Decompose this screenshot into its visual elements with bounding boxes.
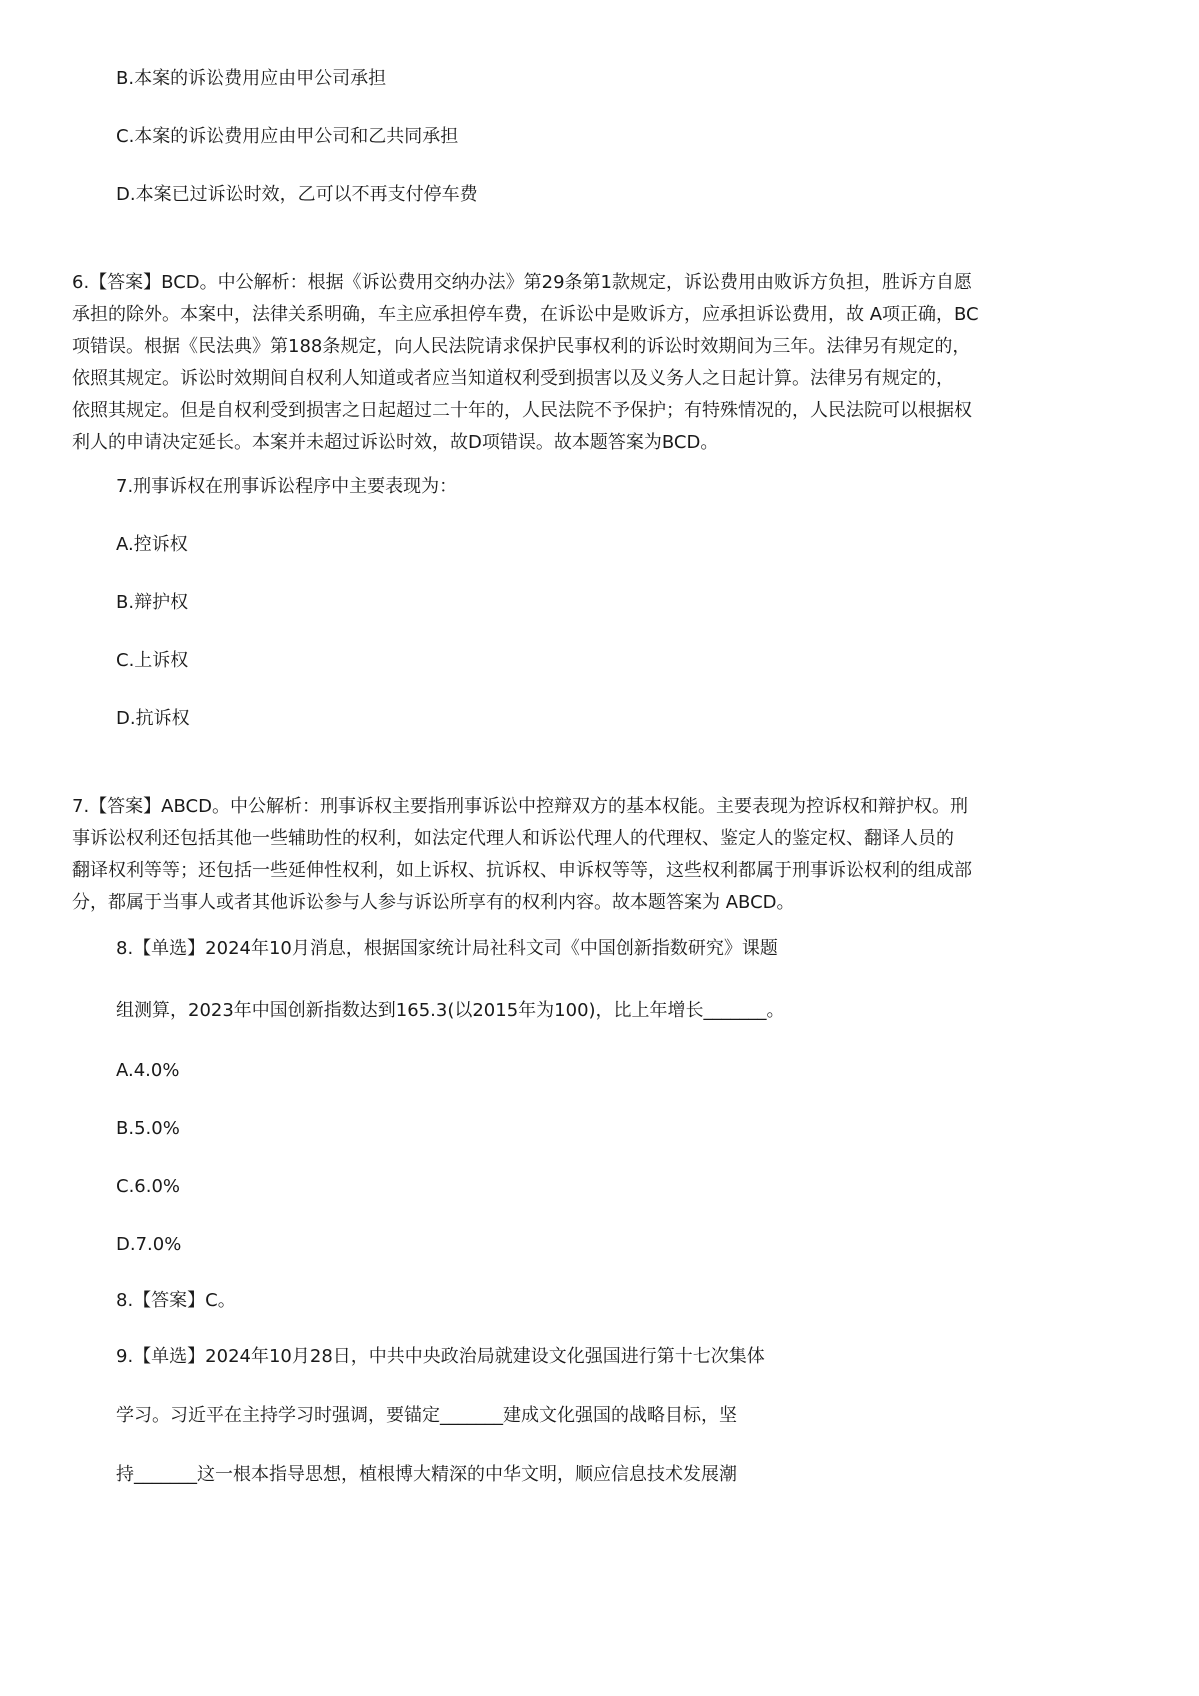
q8-option-c: C.6.0% <box>116 1176 181 1197</box>
answer-7-line: 7.【答案】ABCD。中公解析：刑事诉权主要指刑事诉讼中控辩双方的基本权能。主要表现为控诉权和辩护权。刑 <box>72 796 968 817</box>
q7-option-c: C.上诉权 <box>116 650 189 671</box>
answer-7-paragraph <box>72 791 1136 919</box>
q8-option-d: D.7.0% <box>116 1234 182 1255</box>
q9-stem-line2: 学习。习近平在主持学习时强调，要锚定_______建成文化强国的战略目标，坚 <box>116 1405 737 1426</box>
q7-option-a: A.控诉权 <box>116 534 188 555</box>
q7-option-b: B.辩护权 <box>116 592 189 613</box>
answer-6-paragraph <box>72 267 1136 459</box>
q5-option-c: C.本案的诉讼费用应由甲公司和乙共同承担 <box>116 126 459 147</box>
answer-6-line: 利人的申请决定延长。本案并未超过诉讼时效，故D项错误。故本题答案为BCD。 <box>72 432 719 453</box>
answer-6-line: 6.【答案】BCD。中公解析：根据《诉讼费用交纳办法》第29条第1款规定，诉讼费用由败诉方负担，胜诉方自愿 <box>72 272 972 293</box>
q7-stem: 7.刑事诉权在刑事诉讼程序中主要表现为： <box>116 476 458 497</box>
q8-stem-line1: 8.【单选】2024年10月消息，根据国家统计局社科文司《中国创新指数研究》课题 <box>116 938 778 959</box>
answer-6-line: 项错误。根据《民法典》第188条规定，向人民法院请求保护民事权利的诉讼时效期间为三年。法律另有规定的， <box>72 336 971 357</box>
answer-6-line: 依照其规定。诉讼时效期间自权利人知道或者应当知道权利受到损害以及义务人之日起计算。法律另有规定的， <box>72 368 954 389</box>
answer-7-line: 分，都属于当事人或者其他诉讼参与人参与诉讼所享有的权利内容。故本题答案为 ABCD。 <box>72 892 795 913</box>
q8-option-b: B.5.0% <box>116 1118 180 1139</box>
answer-8: 8.【答案】C。 <box>116 1290 236 1311</box>
answer-6-line: 承担的除外。本案中，法律关系明确，车主应承担停车费，在诉讼中是败诉方，应承担诉讼费用，故 A项正确，BC <box>72 304 979 325</box>
q9-stem-line3: 持_______这一根本指导思想，植根博大精深的中华文明，顺应信息技术发展潮 <box>116 1464 737 1485</box>
q8-option-a: A.4.0% <box>116 1060 180 1081</box>
q5-option-d: D.本案已过诉讼时效，乙可以不再支付停车费 <box>116 184 478 205</box>
q5-option-b: B.本案的诉讼费用应由甲公司承担 <box>116 68 387 89</box>
q8-stem-line2: 组测算，2023年中国创新指数达到165.3(以2015年为100)，比上年增长_______。 <box>116 1000 785 1021</box>
answer-7-line: 事诉讼权利还包括其他一些辅助性的权利，如法定代理人和诉讼代理人的代理权、鉴定人的鉴定权、翻译人员的 <box>72 828 954 849</box>
answer-6-line: 依照其规定。但是自权利受到损害之日起超过二十年的，人民法院不予保护；有特殊情况的，人民法院可以根据权 <box>72 400 972 421</box>
answer-7-line: 翻译权利等等；还包括一些延伸性权利，如上诉权、抗诉权、申诉权等等，这些权利都属于刑事诉讼权利的组成部 <box>72 860 972 881</box>
q7-option-d: D.抗诉权 <box>116 708 190 729</box>
q9-stem-line1: 9.【单选】2024年10月28日，中共中央政治局就建设文化强国进行第十七次集体 <box>116 1346 765 1367</box>
